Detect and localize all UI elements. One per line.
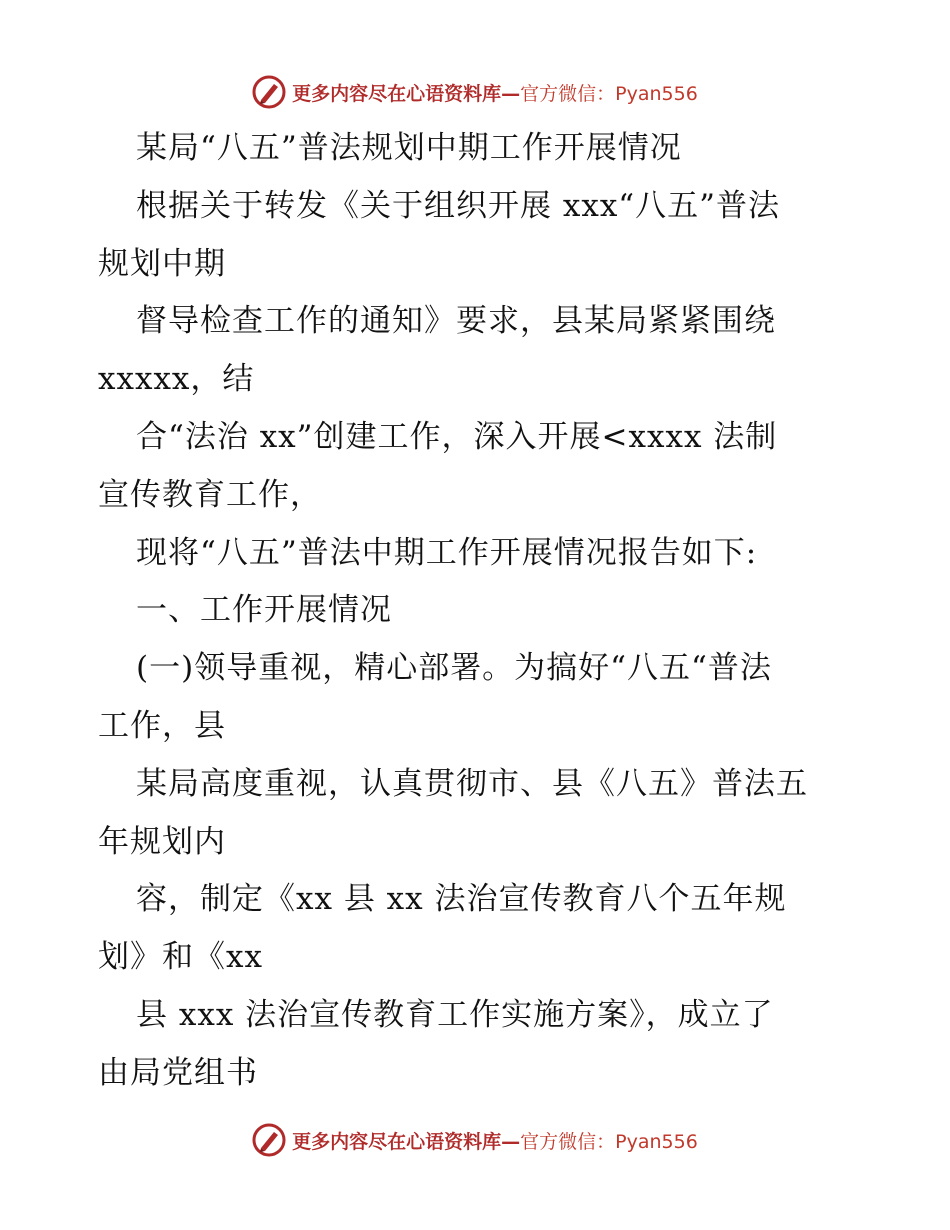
footer-banner-title: 更多内容尽在心语资料库: [292, 1130, 502, 1153]
header-banner-title: 更多内容尽在心语资料库: [292, 82, 502, 105]
document-line: 由局党组书: [98, 1054, 258, 1091]
footer-banner: [0, 1120, 950, 1160]
document-line: 根据关于转发《关于组织开展 xxx“八五”普法: [136, 187, 780, 224]
pen-logo-icon: [252, 1123, 286, 1157]
footer-banner-text: [292, 1127, 698, 1154]
footer-banner-wechat: 官方微信：Pyan556: [520, 1130, 698, 1153]
document-line: 年规划内: [98, 823, 226, 860]
document-line: 某局高度重视，认真贯彻市、县《八五》普法五: [136, 765, 808, 802]
header-banner-text: [292, 79, 698, 106]
document-line: xxxxx，结: [98, 361, 255, 398]
document-line: 现将“八五”普法中期工作开展情况报告如下:: [136, 534, 758, 571]
document-line: 规划中期: [98, 245, 226, 282]
document-line: 容，制定《xx 县 xx 法治宣传教育八个五年规: [136, 881, 787, 918]
document-body: [98, 120, 868, 1103]
header-banner: [0, 72, 950, 112]
document-line: 一、工作开展情况: [136, 592, 392, 629]
pen-logo-icon: [252, 75, 286, 109]
header-banner-wechat: 官方微信：Pyan556: [520, 82, 698, 105]
document-line: 宣传教育工作，: [98, 476, 322, 513]
document-line: 督导检查工作的通知》要求，县某局紧紧围绕: [136, 303, 776, 340]
document-line: 划》和《xx: [98, 939, 263, 976]
footer-banner-separator: —: [501, 1130, 521, 1153]
document-line: (一)领导重视，精心部署。为搞好“八五“普法: [136, 650, 772, 687]
document-line: 合“法治 xx”创建工作，深入开展<xxxx 法制: [136, 418, 778, 455]
document-line: 工作，县: [98, 707, 226, 744]
document-line: 某局“八五”普法规划中期工作开展情况: [136, 130, 682, 166]
document-line: 县 xxx 法治宣传教育工作实施方案》，成立了: [136, 996, 774, 1033]
header-banner-separator: —: [501, 82, 521, 105]
